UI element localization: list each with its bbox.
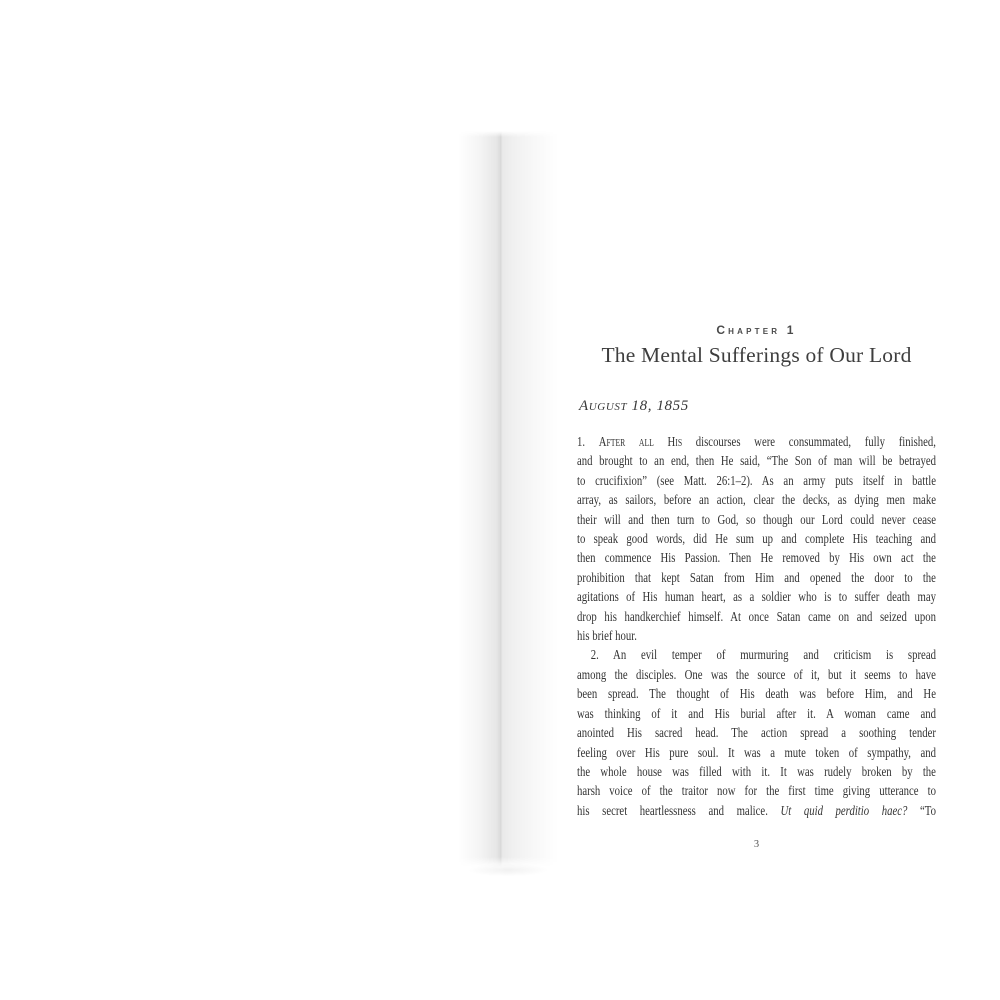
text-line <box>577 530 936 549</box>
text-line <box>577 802 936 821</box>
chapter-label: Chapter 1 <box>716 323 797 337</box>
small-caps-text-run: After all His <box>598 435 683 450</box>
italic-text-run: Ut quid perditio haec? <box>780 803 908 819</box>
text-run: feeling over His pure soul. It was a mute token of sympathy, and <box>577 745 936 761</box>
text-line <box>577 608 936 627</box>
text-line <box>577 744 936 763</box>
text-line <box>577 491 936 510</box>
text-run: been spread. The thought of His death was before Him, and He <box>577 687 936 703</box>
text-line <box>577 763 936 782</box>
text-run: their will and then turn to God, so though our Lord could never cease <box>577 512 936 528</box>
text-line <box>577 627 936 646</box>
text-line <box>577 452 936 471</box>
page-number: 3 <box>753 839 760 850</box>
chapter-title: The Mental Sufferings of Our Lord <box>601 343 912 367</box>
book-gutter-shadow <box>458 131 558 867</box>
text-run: 1. <box>577 435 599 450</box>
text-line <box>577 646 936 665</box>
text-run: “To <box>907 803 936 819</box>
text-run: his brief hour. <box>577 629 637 645</box>
dateline: August 18, 1855 <box>579 398 689 414</box>
text-run: and brought to an end, then He said, “The Son of man will be betrayed <box>577 454 936 470</box>
page-bottom-shadow <box>452 860 564 880</box>
text-line <box>577 724 936 743</box>
text-line <box>577 511 936 530</box>
text-run: drop his handkerchief himself. At once Satan came on and seized upon <box>577 609 936 625</box>
paragraph <box>577 646 936 821</box>
text-run: agitations of His human heart, as a soldier who is to suffer death may <box>577 590 936 606</box>
text-line <box>577 433 936 452</box>
text-run: harsh voice of the traitor now for the first time giving utterance to <box>577 784 936 800</box>
text-line <box>577 549 936 568</box>
text-run: among the disciples. One was the source of it, but it seems to have <box>577 667 936 683</box>
text-line <box>577 666 936 685</box>
text-run: to speak good words, did He sum up and complete His teaching and <box>577 532 936 548</box>
book-page <box>577 0 936 1000</box>
body-text <box>577 433 936 821</box>
text-run: then commence His Passion. Then He removed by His own act the <box>577 551 936 567</box>
paragraph <box>577 433 936 646</box>
text-line <box>577 705 936 724</box>
text-run: prohibition that kept Satan from Him and opened the door to the <box>577 570 936 586</box>
text-run: his secret heartlessness and malice. <box>577 803 781 819</box>
text-line <box>577 569 936 588</box>
text-run: anointed His sacred head. The action spread a soothing tender <box>577 726 936 742</box>
text-line <box>577 782 936 801</box>
text-run: was thinking of it and His burial after it. A woman came and <box>577 706 936 722</box>
text-run: discourses were consummated, fully finished, <box>682 435 936 450</box>
text-run: to crucifixion” (see Matt. 26:1–2). As an army puts itself in battle <box>577 473 936 489</box>
text-run: 2. An evil temper of murmuring and criticism is spread <box>590 648 936 664</box>
text-run: array, as sailors, before an action, clear the decks, as dying men make <box>577 493 936 509</box>
text-run: the whole house was filled with it. It was rudely broken by the <box>577 764 936 780</box>
text-line <box>577 685 936 704</box>
text-line <box>577 472 936 491</box>
text-line <box>577 588 936 607</box>
